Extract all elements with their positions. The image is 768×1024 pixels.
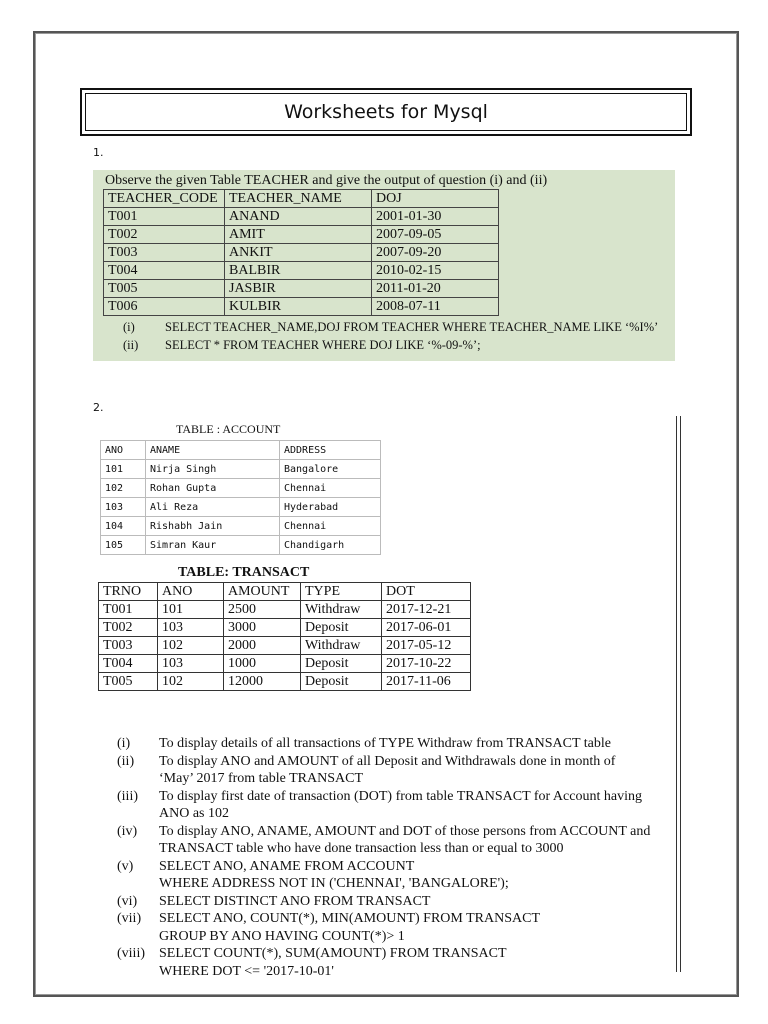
question-1-ii: (ii) SELECT * FROM TEACHER WHERE DOJ LIKE ‘%-09-%’; [123,338,481,352]
table-row [101,498,381,517]
question-1-number: 1. [93,146,104,159]
table-cell: 103 [158,655,224,673]
table-cell: KULBIR [225,298,372,316]
table-cell: 101 [158,601,224,619]
account-table-caption: TABLE : ACCOUNT [176,422,281,436]
table-cell: 2010-02-15 [372,262,499,280]
table-cell: Withdraw [301,601,382,619]
table-cell: JASBIR [225,280,372,298]
column-header: ANAME [146,441,280,460]
question-text: SELECT ANO, COUNT(*), MIN(AMOUNT) FROM TRANSACT GROUP BY ANO HAVING COUNT(*)> 1 [159,911,540,944]
question-number: (v) [117,858,134,874]
table-row [104,262,499,280]
table-cell: Deposit [301,619,382,637]
question-number: (viii) [117,946,145,961]
table-row [104,208,499,226]
question-1-intro: Observe the given Table TEACHER and give the output of question (i) and (ii) [105,173,548,188]
table-cell: 2007-09-20 [372,244,499,262]
account-table [100,440,381,555]
table-cell: Ali Reza [146,498,280,517]
question-1-box [93,170,675,361]
table-cell: 1000 [224,655,301,673]
transact-header-row [99,583,471,601]
teacher-table [103,189,499,316]
column-header: DOT [382,583,471,601]
table-cell: T006 [104,298,225,316]
question-2-list [117,735,677,980]
table-row [104,226,499,244]
table-cell: 2500 [224,601,301,619]
column-header: ANO [158,583,224,601]
table-row [101,536,381,555]
table-cell: Deposit [301,655,382,673]
question-1-i: (i) SELECT TEACHER_NAME,DOJ FROM TEACHER WHERE TEACHER_NAME LIKE ‘%I%’ [123,320,659,334]
question-text: To display ANO and AMOUNT of all Deposit and Withdrawals done in month of ‘May’ 2017 from table TRANSACT [159,753,616,786]
table-cell: T002 [104,226,225,244]
table-cell: T004 [104,262,225,280]
question-number: (iii) [117,788,138,804]
question-item [117,788,677,823]
question-item [117,910,677,945]
table-cell: T003 [99,637,158,655]
table-cell: T001 [99,601,158,619]
table-cell: Bangalore [280,460,381,479]
column-header: DOJ [372,190,499,208]
question-item [117,893,677,911]
table-cell: 2008-07-11 [372,298,499,316]
question-number: (ii) [117,753,135,769]
question-item [117,858,677,893]
question-item [117,735,677,753]
table-cell: Deposit [301,673,382,691]
table-cell: T005 [99,673,158,691]
table-cell: Hyderabad [280,498,381,517]
question-text: SELECT ANO, ANAME FROM ACCOUNT WHERE ADDRESS NOT IN ('CHENNAI', 'BANGALORE'); [159,858,509,891]
table-row [99,601,471,619]
table-cell: Rohan Gupta [146,479,280,498]
question-text: To display ANO, ANAME, AMOUNT and DOT of those persons from ACCOUNT and TRANSACT table who have done transaction less than or equal to 3000 [159,823,651,856]
table-cell: T002 [99,619,158,637]
table-cell: 103 [101,498,146,517]
table-row [101,460,381,479]
title-box [80,88,692,136]
table-cell: Simran Kaur [146,536,280,555]
table-cell: ANKIT [225,244,372,262]
teacher-header-row [104,190,499,208]
table-cell: Chennai [280,517,381,536]
question-item [117,753,677,788]
question-number: (vi) [117,893,138,909]
column-header: TEACHER_NAME [225,190,372,208]
table-cell: T005 [104,280,225,298]
question-text: To display details of all transactions of TYPE Withdraw from TRANSACT table [159,736,611,751]
page-title: Worksheets for Mysql [85,93,687,131]
account-header-row [101,441,381,460]
table-row [99,637,471,655]
question-2-number: 2. [93,401,104,414]
table-cell: 2017-06-01 [382,619,471,637]
table-cell: Chennai [280,479,381,498]
question-number: (vii) [117,911,142,926]
table-row [99,619,471,637]
table-cell: 2007-09-05 [372,226,499,244]
question-number: (iv) [117,823,138,839]
table-cell: 102 [158,673,224,691]
table-row [101,479,381,498]
table-cell: Nirja Singh [146,460,280,479]
question-number: (i) [117,736,131,751]
column-header: TYPE [301,583,382,601]
table-cell: 103 [158,619,224,637]
column-header: TEACHER_CODE [104,190,225,208]
table-cell: 2017-05-12 [382,637,471,655]
table-cell: 3000 [224,619,301,637]
table-row [101,517,381,536]
table-row [104,244,499,262]
table-row [99,655,471,673]
table-cell: 2000 [224,637,301,655]
table-cell: T001 [104,208,225,226]
question-text: SELECT DISTINCT ANO FROM TRANSACT [159,893,431,909]
column-header: ADDRESS [280,441,381,460]
table-cell: 2017-11-06 [382,673,471,691]
table-cell: 105 [101,536,146,555]
table-cell: Withdraw [301,637,382,655]
column-header: ANO [101,441,146,460]
table-cell: 2011-01-20 [372,280,499,298]
question-text: To display first date of transaction (DOT) from table TRANSACT for Account having ANO as 102 [159,788,642,821]
table-cell: 102 [101,479,146,498]
table-cell: 101 [101,460,146,479]
transact-table-caption: TABLE: TRANSACT [178,565,310,580]
question-item [117,823,677,858]
question-item [117,945,677,980]
table-cell: 102 [158,637,224,655]
table-cell: 2001-01-30 [372,208,499,226]
table-cell: Rishabh Jain [146,517,280,536]
table-cell: AMIT [225,226,372,244]
column-header: AMOUNT [224,583,301,601]
table-cell: T004 [99,655,158,673]
table-cell: ANAND [225,208,372,226]
table-row [104,280,499,298]
table-row [99,673,471,691]
table-cell: Chandigarh [280,536,381,555]
question-text: SELECT COUNT(*), SUM(AMOUNT) FROM TRANSACT WHERE DOT <= '2017-10-01' [159,946,507,979]
table-cell: BALBIR [225,262,372,280]
table-cell: 12000 [224,673,301,691]
table-cell: 2017-10-22 [382,655,471,673]
table-cell: 104 [101,517,146,536]
transact-table [98,582,471,691]
table-cell: T003 [104,244,225,262]
column-header: TRNO [99,583,158,601]
table-cell: 2017-12-21 [382,601,471,619]
table-row [104,298,499,316]
